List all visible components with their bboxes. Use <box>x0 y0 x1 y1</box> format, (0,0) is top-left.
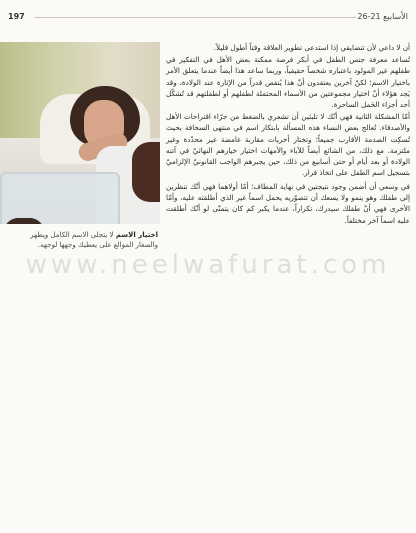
article-continuation <box>166 181 410 226</box>
article-paragraph: أمّا المشكلة الثانية فهي أنّك لا تلبثين أن تشعري بالضغط من جرّاء اقتراحات الأهل والأصدقاء. تُعالج بعض النساء هذه المسألة بابتكار اسم في منتهى السخافة بحيث تُسكِت الصدمة الأقارب جميعاً؛ وتختار أخريات مقاربة غامضة غير محدّدة وغير ملتزمة. مع ذلك، من الشائع أيضاً للآباء والأمهات اختيار خيارهم النهائيّ في آتنه الولادة أو بعد أيام أو حتى أسابيع من ذلك، حين يجبرهم الواجب القانونيّ الإلزاميّ بتسجيل اسم الطفل على اتخاذ قرار. <box>166 112 410 178</box>
watermark-text: www.neelwafurat.com <box>25 250 391 280</box>
header-rule <box>34 17 356 18</box>
photo-second-person <box>132 142 160 202</box>
photo-bassinet <box>0 172 120 224</box>
article-paragraph: تُساعد معرفة جنس الطفل في أبكر فرصة ممكنة بعض الأهل في التفكير في طفلهم غير المولود باعتباره شخصاً حقيقياً، وربما ساعد هذا أيضاً عندما يتعلق الأمر باختيار الاسم؛ لكنّ آخرين يعتقدون أنّ هذا يُنقص قدراً من الإثارة عند الولادة، وقد يَجد هؤلاء أنّ اختيار مجموعتين من الأسماء المحتملة لطفلهم أو لطفلتهم قد تُشكّل أحد أجزاء الحَمل الساحرة. <box>166 55 410 110</box>
page-number: 197 <box>8 12 25 21</box>
sidebar-caption <box>6 230 158 250</box>
section-title: الأسابيع 21-26 <box>357 12 408 21</box>
mother-baby-photo <box>0 42 160 224</box>
caption-title: اختيار الاسم <box>115 231 158 239</box>
caption-body: لا يتجلى الاسم الكامل ويظهر والصغار الموالغ على يعطيك وجهها لوجهه. <box>30 231 158 249</box>
article-body <box>166 42 410 179</box>
article-paragraph: في وسعي أن أضمن وجود نتيجتين في نهاية المطاف؛ أمّا أولاهما فهي أنّك تنظرين إلى طفلك وهو ينمو ولا يسعك أن تتصوّريه يحمل اسماً غير الذي أطلقته عليه، وأمّا الأخرى فهي أنّ طفلك سيدرك، تكراراً، عندما يكبر كم كان يتمنّى لو أنّك أطلقت عليه اسماً آخر مختلفاً. <box>166 182 410 225</box>
running-header <box>0 12 416 26</box>
article-paragraph: أن لا داعي لأن تتضايقي إذا استدعى تطوير العلاقة وقتاً أطول قليلاً. <box>213 43 410 52</box>
